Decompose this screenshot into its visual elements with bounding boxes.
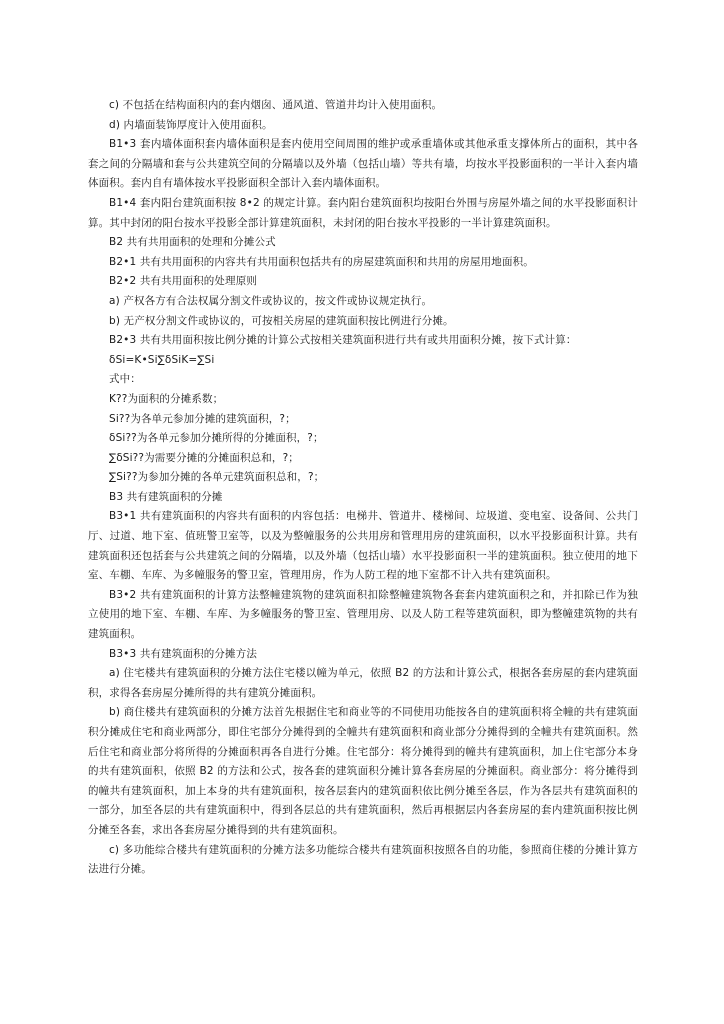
heading-b2: B2 共有共用面积的处理和分摊公式 (109, 236, 276, 249)
paragraph-d-wall-finish: d) 内墙面装饰厚度计入使用面积。 (109, 118, 273, 131)
paragraph-b3-1: B3•1 共有建筑面积的内容共有面积的内容包括：电梯井、管道井、楼梯间、垃圾道、变电室、设备间、公共门厅、过道、地下室、值班警卫室等，以及为整幢服务的公共用房和管理用房的建筑面积，以水平投影面积计算。共有建筑面积还包括套与公共建筑之间的分隔墙，以及外墙（包括山墙）水平投影面积一半的建筑面积。独立使用的地下室、车棚、车库、为多幢服务的警卫室，管理用房，作为人防工程的地下室都不计入共有建筑面积。 (88, 510, 638, 582)
formula-def-sum-si: ∑Si??为参加分摊的各单元建筑面积总和，?； (109, 471, 325, 484)
paragraph-b2-3: B2•3 共有共用面积按比例分摊的计算公式按相关建筑面积进行共有或共用面积分摊，按下式计算： (109, 334, 577, 347)
paragraph-b3-3-c: c) 多功能综合楼共有建筑面积的分摊方法多功能综合楼共有建筑面积按照各自的功能，参照商住楼的分摊计算方法进行分摊。 (88, 843, 638, 876)
document-page (88, 96, 638, 880)
paragraph-b2-1: B2•1 共有共用面积的内容共有共用面积包括共有的房屋建筑面积和共用的房屋用地面积。 (109, 255, 534, 268)
paragraph-b1-3-wall-area: B1•3 套内墙体面积套内墙体面积是套内使用空间周围的维护或承重墙体或其他承重支撑体所占的面积，其中各套之间的分隔墙和套与公共建筑空间的分隔墙以及外墙（包括山墙）等共有墙，均按水平投影面积的一半计入套内墙体面积。套内自有墙体按水平投影面积全部计入套内墙体面积。 (88, 138, 638, 190)
paragraph-b2-2-a: a) 产权各方有合法权属分割文件或协议的，按文件或协议规定执行。 (109, 294, 433, 307)
paragraph-b3-2: B3•2 共有建筑面积的计算方法整幢建筑物的建筑面积扣除整幢建筑物各套套内建筑面积之和，并扣除已作为独立使用的地下室、车棚、车库、为多幢服务的警卫室、管理用房、以及人防工程等建筑面积，即为整幢建筑物的共有建筑面积。 (88, 588, 638, 641)
formula-def-k: K??为面积的分摊系数； (109, 392, 224, 405)
formula-def-si: Si??为各单元参加分摊的建筑面积，?； (109, 412, 296, 425)
formula-def-dsi: δSi??为各单元参加分摊所得的分摊面积，?； (109, 432, 324, 445)
paragraph-b3-3-b: b) 商住楼共有建筑面积的分摊方法首先根据住宅和商业等的不同使用功能按各自的建筑面积将全幢的共有建筑面积分摊成住宅和商业两部分，即住宅部分分摊得到的全幢共有建筑面积和商业部分分摊得到的全幢共有建筑面积。然后住宅和商业部分将所得的分摊面积再各自进行分摊。住宅部分：将分摊得到的幢共有建筑面积，加上住宅部分本身的共有建筑面积，依照 B2 的方法和公式，按各套的建筑面积分摊计算各套房屋的分摊面积。商业部分：将分摊得到的幢共有建筑面积，加上本身的共有建筑面积，按各层套内的建筑面积依比例分摊至各层，作为各层共有建筑面积的一部分，加至各层的共有建筑面积中，得到各层总的共有建筑面积，然后再根据层内各套房屋的套内建筑面积按比例分摊至各套，求出各套房屋分摊得到的共有建筑面积。 (88, 706, 638, 836)
formula-def-sum-dsi: ∑δSi??为需要分摊的分摊面积总和，?； (109, 451, 299, 464)
heading-b2-2: B2•2 共有共用面积的处理原则 (109, 275, 257, 288)
formula-line: δSi=K•Si∑δSiK=∑Si (109, 353, 215, 366)
paragraph-c-excluded-shafts: c) 不包括在结构面积内的套内烟囱、通风道、管道井均计入使用面积。 (109, 99, 443, 111)
heading-b3-3: B3•3 共有建筑面积的分摊方法 (109, 647, 257, 660)
paragraph-b3-3-a: a) 住宅楼共有建筑面积的分摊方法住宅楼以幢为单元，依照 B2 的方法和计算公式，根据各套房屋的套内建筑面积，求得各套房屋分摊所得的共有建筑分摊面积。 (88, 667, 638, 699)
paragraph-b1-4-balcony-area: B1•4 套内阳台建筑面积按 8•2 的规定计算。套内阳台建筑面积均按阳台外围与房屋外墙之间的水平投影面积计算。其中封闭的阳台按水平投影全部计算建筑面积，未封闭的阳台按水平投影的一半计算建筑面积。 (88, 196, 638, 229)
formula-where: 式中： (109, 373, 141, 386)
paragraph-b2-2-b: b) 无产权分割文件或协议的，可按相关房屋的建筑面积按比例进行分摊。 (109, 314, 454, 327)
heading-b3: B3 共有建筑面积的分摊 (109, 490, 223, 503)
